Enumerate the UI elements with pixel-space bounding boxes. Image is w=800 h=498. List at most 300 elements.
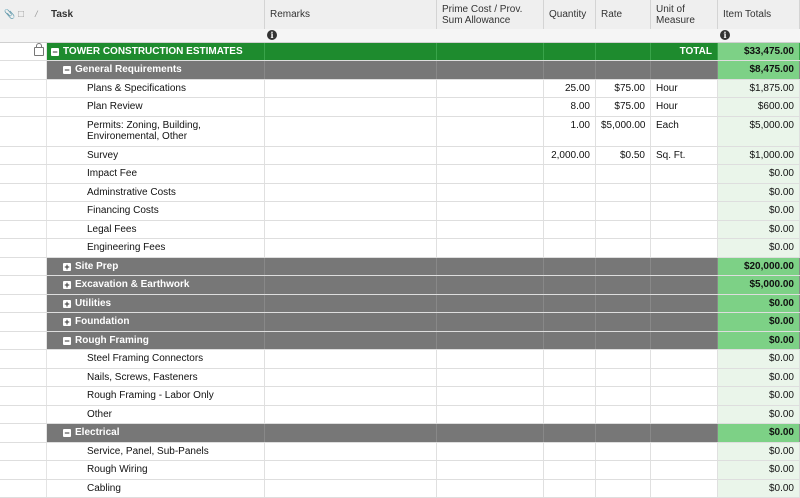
remarks-cell[interactable] [265, 184, 437, 202]
quantity-cell[interactable] [544, 332, 596, 350]
task-row[interactable] [0, 202, 800, 221]
row-gutter[interactable] [31, 61, 47, 79]
rate-cell[interactable] [596, 350, 651, 368]
expand-icon[interactable]: + [63, 281, 71, 289]
uom-cell[interactable] [651, 443, 718, 461]
row-gutter[interactable] [0, 480, 16, 498]
quantity-cell[interactable]: 25.00 [544, 80, 596, 98]
item-total-cell[interactable]: $1,875.00 [718, 80, 800, 98]
row-gutter[interactable] [31, 387, 47, 405]
row-gutter[interactable] [0, 295, 16, 313]
task-row[interactable] [0, 369, 800, 388]
collapse-icon[interactable]: − [63, 337, 71, 345]
row-gutter[interactable] [15, 369, 32, 387]
attachment-icon[interactable]: 📎 [4, 9, 15, 20]
quantity-cell[interactable] [544, 258, 596, 276]
task-label: Service, Panel, Sub-Panels [87, 446, 209, 457]
row-gutter[interactable] [0, 117, 16, 146]
item-total-cell[interactable]: $0.00 [718, 221, 800, 239]
row-gutter[interactable] [31, 98, 47, 116]
rate-cell[interactable] [596, 443, 651, 461]
uom-cell[interactable]: Hour [651, 80, 718, 98]
col-item-totals-header[interactable]: Item Totals [718, 0, 800, 29]
row-gutter[interactable] [0, 221, 16, 239]
task-row[interactable] [0, 480, 800, 498]
task-cell[interactable] [46, 43, 265, 60]
row-gutter[interactable] [15, 239, 32, 257]
row-gutter[interactable] [0, 424, 16, 442]
prime-cost-cell[interactable] [437, 369, 544, 387]
quantity-cell[interactable] [544, 295, 596, 313]
col-prime-cost-line2: Sum Allowance [442, 15, 538, 26]
prime-cost-cell[interactable] [437, 406, 544, 424]
item-total-cell[interactable]: $0.00 [718, 369, 800, 387]
quantity-cell[interactable]: 2,000.00 [544, 147, 596, 165]
task-row[interactable] [0, 239, 800, 258]
task-row[interactable] [0, 350, 800, 369]
task-row[interactable] [0, 80, 800, 99]
task-cell[interactable] [46, 258, 265, 276]
col-remarks-header[interactable]: Remarks [265, 0, 437, 29]
task-label: Plans & Specifications [87, 83, 186, 94]
quantity-cell[interactable] [544, 239, 596, 257]
uom-cell[interactable] [651, 295, 718, 313]
row-gutter[interactable] [0, 387, 16, 405]
quantity-cell[interactable]: 1.00 [544, 117, 596, 146]
item-total-cell[interactable]: $0.00 [718, 480, 800, 498]
row-gutter[interactable] [0, 80, 16, 98]
prime-cost-cell[interactable] [437, 61, 544, 79]
row-gutter[interactable] [31, 313, 47, 331]
row-gutter[interactable] [15, 80, 32, 98]
col-task-header[interactable]: Task [46, 0, 265, 29]
quantity-cell[interactable] [544, 350, 596, 368]
task-cell[interactable] [46, 239, 265, 257]
rate-cell[interactable] [596, 202, 651, 220]
task-cell[interactable] [46, 480, 265, 498]
uom-cell[interactable] [651, 184, 718, 202]
row-gutter[interactable] [31, 80, 47, 98]
uom-cell[interactable] [651, 313, 718, 331]
row-gutter[interactable] [15, 480, 32, 498]
section-row[interactable] [0, 313, 800, 332]
task-cell[interactable] [46, 406, 265, 424]
task-cell[interactable] [46, 117, 265, 146]
row-gutter[interactable] [0, 43, 16, 60]
expand-icon[interactable]: + [63, 263, 71, 271]
row-gutter[interactable] [0, 313, 16, 331]
collapse-icon[interactable]: − [63, 66, 71, 74]
collapse-icon[interactable]: − [51, 48, 59, 56]
task-label: Electrical [75, 427, 119, 438]
expand-icon[interactable]: + [63, 318, 71, 326]
rate-cell[interactable] [596, 461, 651, 479]
item-total-cell[interactable]: $0.00 [718, 424, 800, 442]
prime-cost-cell[interactable] [437, 387, 544, 405]
rate-cell[interactable] [596, 61, 651, 79]
uom-cell[interactable]: Each [651, 117, 718, 146]
quantity-cell[interactable] [544, 424, 596, 442]
row-gutter[interactable] [15, 117, 32, 146]
uom-cell[interactable] [651, 332, 718, 350]
prime-cost-cell[interactable] [437, 239, 544, 257]
item-total-cell[interactable]: $0.00 [718, 350, 800, 368]
collapse-icon[interactable]: − [63, 429, 71, 437]
uom-cell[interactable] [651, 369, 718, 387]
expand-icon[interactable]: + [63, 300, 71, 308]
task-cell[interactable] [46, 165, 265, 183]
row-gutter[interactable] [31, 221, 47, 239]
uom-cell[interactable] [651, 461, 718, 479]
remarks-cell[interactable] [265, 98, 437, 116]
row-gutter[interactable] [0, 369, 16, 387]
prime-cost-cell[interactable] [437, 276, 544, 294]
task-row[interactable] [0, 147, 800, 166]
row-gutter[interactable] [0, 350, 16, 368]
quantity-cell[interactable] [544, 313, 596, 331]
remarks-cell[interactable] [265, 406, 437, 424]
row-gutter[interactable] [15, 221, 32, 239]
rate-cell[interactable] [596, 258, 651, 276]
row-gutter[interactable] [15, 258, 32, 276]
row-gutter[interactable] [0, 276, 16, 294]
section-row[interactable] [0, 258, 800, 277]
row-gutter[interactable] [15, 184, 32, 202]
prime-cost-cell[interactable] [437, 147, 544, 165]
task-label: Rough Wiring [87, 464, 148, 475]
remarks-cell[interactable] [265, 480, 437, 498]
task-cell[interactable] [46, 443, 265, 461]
section-row[interactable] [0, 295, 800, 314]
task-cell[interactable] [46, 387, 265, 405]
uom-cell[interactable] [651, 276, 718, 294]
item-total-cell[interactable]: $0.00 [718, 239, 800, 257]
uom-cell[interactable]: Sq. Ft. [651, 147, 718, 165]
task-cell[interactable] [46, 98, 265, 116]
prime-cost-cell[interactable] [437, 202, 544, 220]
row-gutter[interactable] [31, 406, 47, 424]
item-total-cell[interactable]: $5,000.00 [718, 117, 800, 146]
rate-cell[interactable] [596, 313, 651, 331]
task-label: Engineering Fees [87, 242, 165, 253]
item-total-cell[interactable]: $0.00 [718, 406, 800, 424]
prime-cost-cell[interactable] [437, 350, 544, 368]
rate-cell[interactable] [596, 295, 651, 313]
row-gutter[interactable] [31, 117, 47, 146]
item-total-cell[interactable]: $8,475.00 [718, 61, 800, 79]
item-total-cell[interactable]: $5,000.00 [718, 276, 800, 294]
col-prime-cost-line1: Prime Cost / Prov. [442, 4, 538, 15]
prime-cost-cell[interactable] [437, 184, 544, 202]
row-gutter[interactable] [31, 369, 47, 387]
col-uom-line2: Measure [656, 15, 712, 26]
task-row[interactable] [0, 98, 800, 117]
lock-icon [34, 47, 44, 56]
rate-cell[interactable] [596, 276, 651, 294]
task-label: Nails, Screws, Fasteners [87, 372, 198, 383]
uom-cell[interactable] [651, 387, 718, 405]
remarks-cell[interactable] [265, 147, 437, 165]
task-cell[interactable] [46, 184, 265, 202]
item-total-cell[interactable]: $600.00 [718, 98, 800, 116]
uom-cell[interactable] [651, 350, 718, 368]
uom-cell[interactable] [651, 202, 718, 220]
remarks-cell[interactable] [265, 117, 437, 146]
remarks-cell[interactable] [265, 80, 437, 98]
formula-info-bar [0, 29, 800, 43]
uom-cell[interactable] [651, 165, 718, 183]
row-gutter[interactable] [31, 258, 47, 276]
rate-cell[interactable] [596, 424, 651, 442]
row-gutter[interactable] [31, 276, 47, 294]
item-total-cell[interactable]: $0.00 [718, 332, 800, 350]
rate-cell[interactable]: $75.00 [596, 80, 651, 98]
section-row[interactable] [0, 61, 800, 80]
remarks-cell[interactable] [265, 443, 437, 461]
task-row[interactable] [0, 461, 800, 480]
row-gutter[interactable] [31, 239, 47, 257]
remarks-cell[interactable] [265, 221, 437, 239]
task-cell[interactable] [46, 313, 265, 331]
edit-icon[interactable]: / [35, 9, 38, 19]
rate-cell[interactable]: $5,000.00 [596, 117, 651, 146]
item-total-cell[interactable]: $20,000.00 [718, 258, 800, 276]
rate-cell[interactable]: $75.00 [596, 98, 651, 116]
remarks-cell[interactable] [265, 43, 437, 60]
row-gutter[interactable] [31, 480, 47, 498]
prime-cost-cell[interactable] [437, 43, 544, 60]
item-total-cell[interactable]: $0.00 [718, 387, 800, 405]
quantity-cell[interactable] [544, 165, 596, 183]
task-row[interactable] [0, 406, 800, 425]
comment-icon[interactable]: □ [18, 9, 24, 20]
row-gutter[interactable] [15, 443, 32, 461]
col-uom-line1: Unit of [656, 4, 712, 15]
quantity-cell[interactable] [544, 221, 596, 239]
task-cell[interactable] [46, 276, 265, 294]
remarks-cell[interactable] [265, 295, 437, 313]
task-label: Permits: Zoning, Building, Environemental, Other [87, 120, 201, 142]
task-cell[interactable] [46, 424, 265, 442]
remarks-cell[interactable] [265, 332, 437, 350]
task-label: Excavation & Earthwork [75, 279, 189, 290]
row-gutter[interactable] [31, 184, 47, 202]
quantity-cell[interactable]: 8.00 [544, 98, 596, 116]
quantity-cell[interactable] [544, 43, 596, 60]
rate-cell[interactable] [596, 332, 651, 350]
rate-cell[interactable]: $0.50 [596, 147, 651, 165]
row-gutter[interactable] [15, 295, 32, 313]
rate-cell[interactable] [596, 480, 651, 498]
row-gutter[interactable] [31, 332, 47, 350]
row-gutter[interactable] [31, 461, 47, 479]
col-quantity-header[interactable]: Quantity [544, 0, 596, 29]
item-total-cell[interactable]: $0.00 [718, 202, 800, 220]
row-gutter[interactable] [15, 350, 32, 368]
rate-cell[interactable] [596, 239, 651, 257]
row-gutter[interactable] [15, 165, 32, 183]
task-cell[interactable] [46, 350, 265, 368]
uom-cell[interactable] [651, 258, 718, 276]
prime-cost-cell[interactable] [437, 80, 544, 98]
prime-cost-cell[interactable] [437, 443, 544, 461]
prime-cost-cell[interactable] [437, 424, 544, 442]
rate-cell[interactable] [596, 221, 651, 239]
task-cell[interactable] [46, 147, 265, 165]
item-total-cell[interactable]: $33,475.00 [718, 43, 800, 60]
quantity-cell[interactable] [544, 276, 596, 294]
quantity-cell[interactable] [544, 443, 596, 461]
quantity-cell[interactable] [544, 461, 596, 479]
rate-cell[interactable] [596, 369, 651, 387]
item-total-cell[interactable]: $0.00 [718, 295, 800, 313]
item-total-cell[interactable]: $0.00 [718, 443, 800, 461]
item-total-cell[interactable]: $1,000.00 [718, 147, 800, 165]
row-gutter[interactable] [0, 332, 16, 350]
row-gutter[interactable] [15, 313, 32, 331]
task-row[interactable] [0, 184, 800, 203]
quantity-cell[interactable] [544, 61, 596, 79]
task-row[interactable] [0, 387, 800, 406]
col-uom-header[interactable] [651, 0, 718, 29]
uom-cell[interactable] [651, 61, 718, 79]
remarks-cell[interactable] [265, 424, 437, 442]
row-gutter[interactable] [0, 461, 16, 479]
task-cell[interactable] [46, 295, 265, 313]
row-gutter[interactable] [0, 184, 16, 202]
task-label: General Requirements [75, 64, 182, 75]
row-gutter[interactable] [31, 350, 47, 368]
item-total-cell[interactable]: $0.00 [718, 313, 800, 331]
row-gutter[interactable] [15, 43, 32, 60]
col-rate-header[interactable]: Rate [596, 0, 651, 29]
remarks-cell[interactable] [265, 387, 437, 405]
task-row[interactable] [0, 165, 800, 184]
row-gutter[interactable] [15, 424, 32, 442]
section-row[interactable] [0, 424, 800, 443]
row-gutter[interactable] [0, 406, 16, 424]
row-gutter[interactable] [31, 147, 47, 165]
row-gutter[interactable] [15, 202, 32, 220]
rate-cell[interactable] [596, 165, 651, 183]
prime-cost-cell[interactable] [437, 117, 544, 146]
remarks-cell[interactable] [265, 202, 437, 220]
row-gutter[interactable] [31, 424, 47, 442]
remarks-cell[interactable] [265, 461, 437, 479]
task-cell[interactable] [46, 369, 265, 387]
quantity-cell[interactable] [544, 369, 596, 387]
rate-cell[interactable] [596, 184, 651, 202]
row-gutter[interactable] [0, 147, 16, 165]
row-gutter[interactable] [15, 276, 32, 294]
row-gutter[interactable] [15, 98, 32, 116]
quantity-cell[interactable] [544, 406, 596, 424]
task-cell[interactable] [46, 221, 265, 239]
row-gutter[interactable] [0, 202, 16, 220]
row-gutter[interactable] [15, 406, 32, 424]
info-icon[interactable]: i [720, 30, 730, 40]
item-total-cell[interactable]: $0.00 [718, 165, 800, 183]
row-gutter[interactable] [15, 147, 32, 165]
prime-cost-cell[interactable] [437, 258, 544, 276]
quantity-cell[interactable] [544, 202, 596, 220]
row-gutter[interactable] [15, 387, 32, 405]
remarks-cell[interactable] [265, 369, 437, 387]
row-gutter[interactable] [31, 202, 47, 220]
rate-cell[interactable] [596, 406, 651, 424]
task-cell[interactable] [46, 332, 265, 350]
row-gutter[interactable] [0, 258, 16, 276]
task-cell[interactable] [46, 61, 265, 79]
prime-cost-cell[interactable] [437, 313, 544, 331]
quantity-cell[interactable] [544, 387, 596, 405]
row-gutter[interactable] [15, 332, 32, 350]
quantity-cell[interactable] [544, 480, 596, 498]
uom-cell[interactable] [651, 239, 718, 257]
uom-cell[interactable] [651, 406, 718, 424]
row-gutter[interactable] [0, 443, 16, 461]
remarks-cell[interactable] [265, 276, 437, 294]
prime-cost-cell[interactable] [437, 165, 544, 183]
task-cell[interactable] [46, 461, 265, 479]
row-gutter[interactable] [0, 239, 16, 257]
task-cell[interactable] [46, 202, 265, 220]
uom-cell[interactable]: Hour [651, 98, 718, 116]
rate-cell[interactable] [596, 43, 651, 60]
task-row[interactable] [0, 443, 800, 462]
rate-cell[interactable] [596, 387, 651, 405]
quantity-cell[interactable] [544, 184, 596, 202]
remarks-cell[interactable] [265, 239, 437, 257]
task-row[interactable] [0, 117, 800, 147]
section-row[interactable] [0, 276, 800, 295]
task-cell[interactable] [46, 80, 265, 98]
uom-cell[interactable] [651, 221, 718, 239]
task-label: Cabling [87, 483, 121, 494]
section-row[interactable] [0, 332, 800, 351]
row-gutter[interactable] [0, 165, 16, 183]
uom-cell[interactable] [651, 424, 718, 442]
remarks-cell[interactable] [265, 313, 437, 331]
item-total-cell[interactable]: $0.00 [718, 461, 800, 479]
uom-cell[interactable] [651, 480, 718, 498]
prime-cost-cell[interactable] [437, 480, 544, 498]
row-gutter[interactable] [15, 61, 32, 79]
remarks-cell[interactable] [265, 258, 437, 276]
col-prime-cost-header[interactable] [437, 0, 544, 29]
prime-cost-cell[interactable] [437, 221, 544, 239]
prime-cost-cell[interactable] [437, 332, 544, 350]
prime-cost-cell[interactable] [437, 461, 544, 479]
task-label: Site Prep [75, 261, 118, 272]
remarks-cell[interactable] [265, 165, 437, 183]
item-total-cell[interactable]: $0.00 [718, 184, 800, 202]
remarks-cell[interactable] [265, 61, 437, 79]
row-gutter[interactable] [0, 98, 16, 116]
remarks-cell[interactable] [265, 350, 437, 368]
row-gutter[interactable] [15, 461, 32, 479]
task-row[interactable] [0, 221, 800, 240]
task-label: TOWER CONSTRUCTION ESTIMATES [63, 46, 243, 57]
info-icon[interactable]: i [267, 30, 277, 40]
row-gutter[interactable] [31, 443, 47, 461]
row-gutter[interactable] [31, 295, 47, 313]
prime-cost-cell[interactable] [437, 295, 544, 313]
row-gutter[interactable] [31, 165, 47, 183]
row-gutter[interactable] [0, 61, 16, 79]
prime-cost-cell[interactable] [437, 98, 544, 116]
row-tower-construction[interactable] [0, 43, 800, 61]
